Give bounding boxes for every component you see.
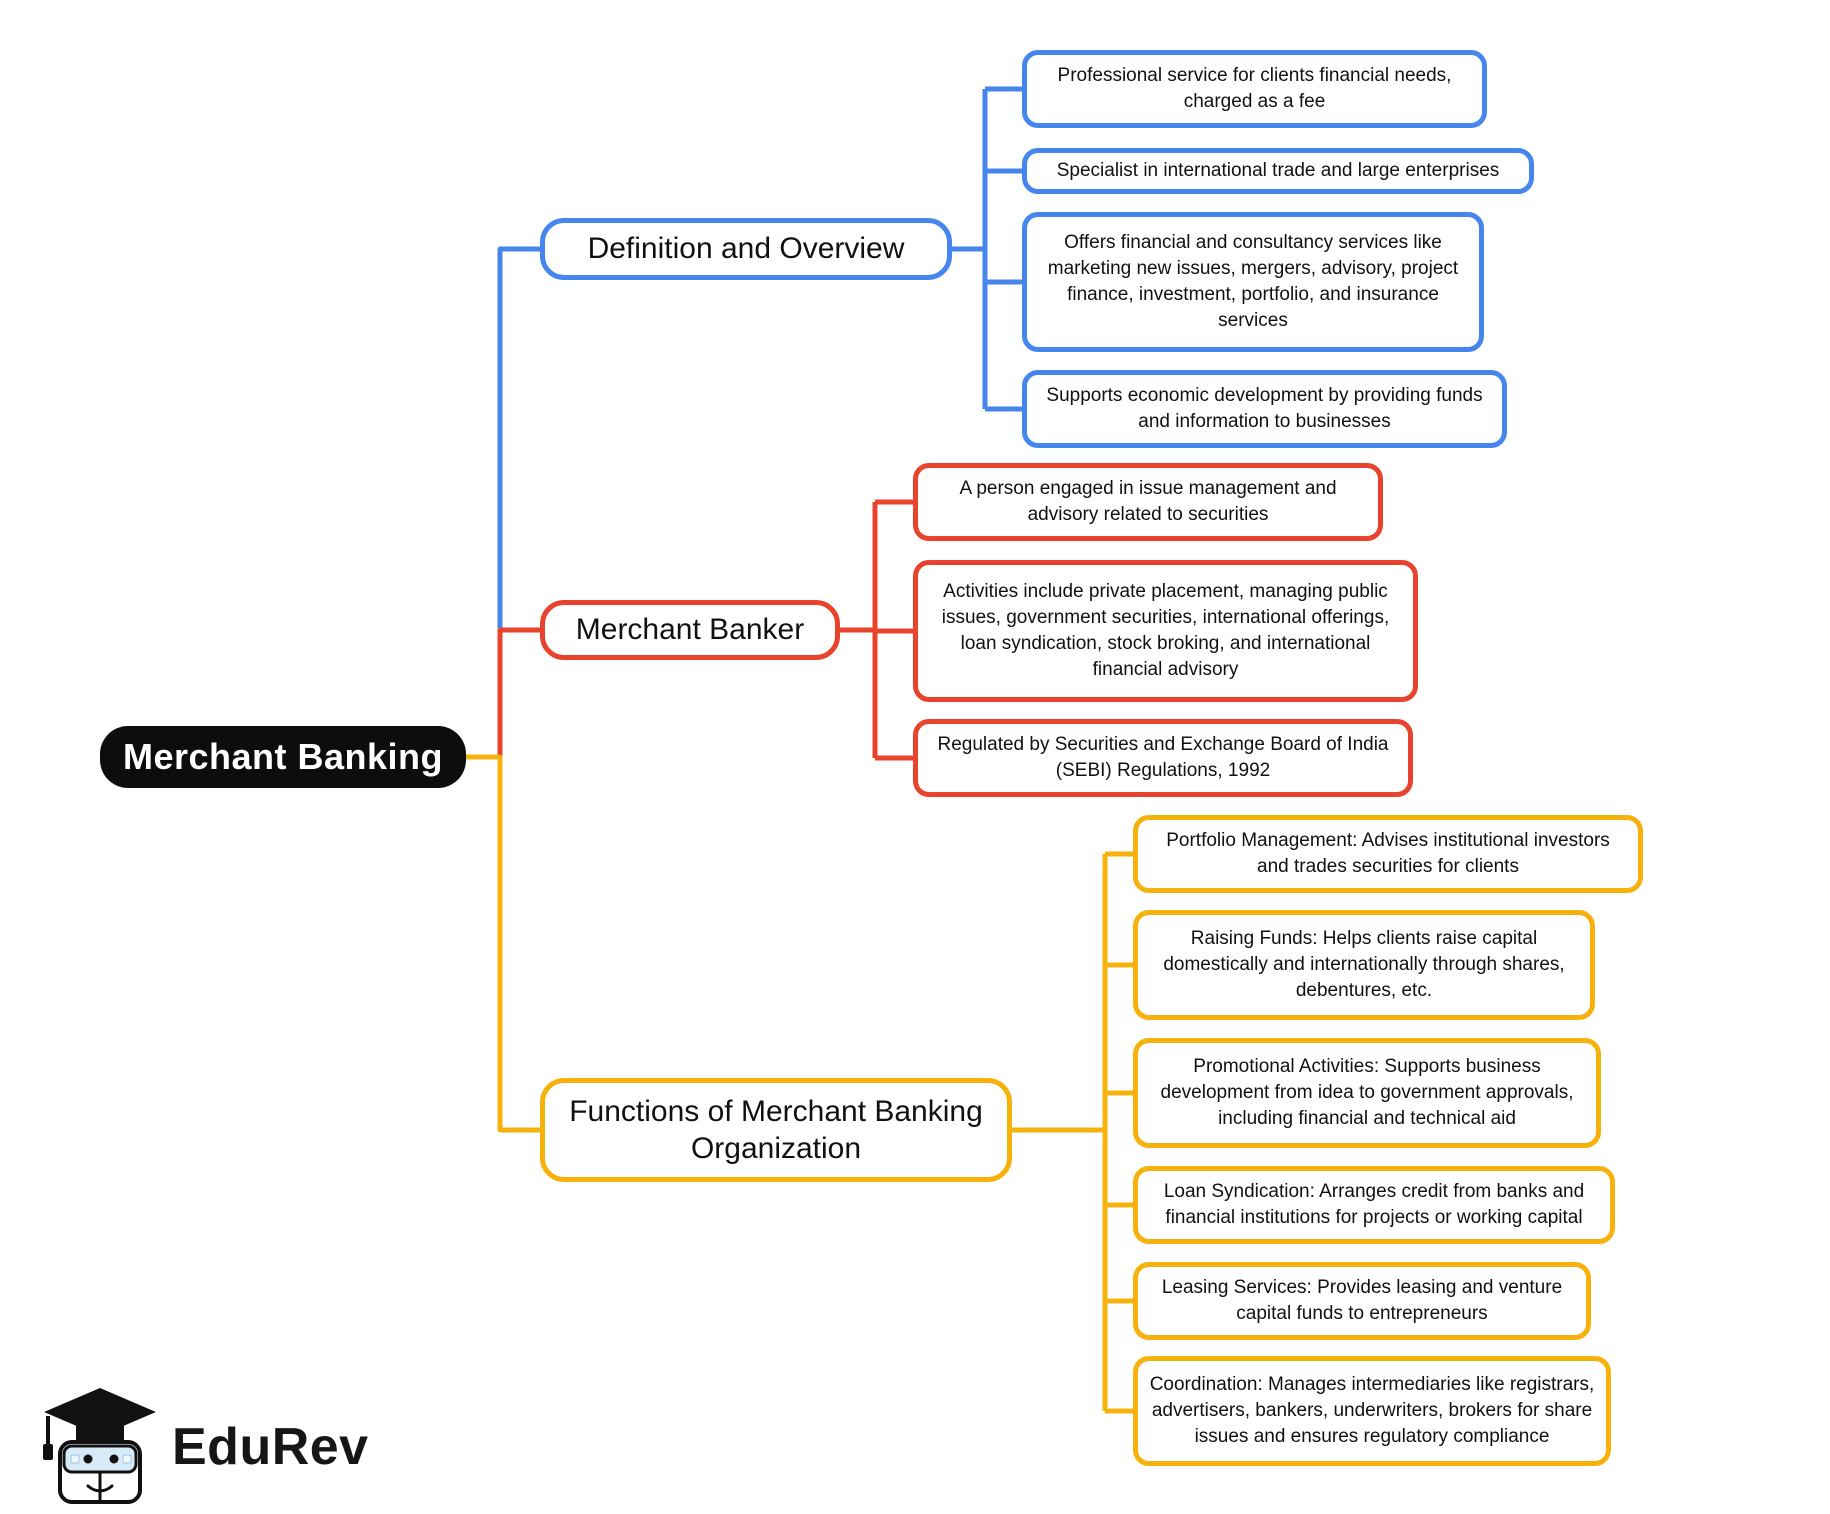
leaf-node: Offers financial and consultancy services like marketing new issues, mergers, advisory, project finance, investment, portfolio, and insurance services — [1022, 212, 1484, 352]
trunk-red-segment — [500, 630, 540, 759]
leaf-node: Activities include private placement, managing public issues, government securities, international offerings, loan syndication, stock broking, and international financial advisory — [913, 560, 1418, 702]
leaf-node: Regulated by Securities and Exchange Board of India (SEBI) Regulations, 1992 — [913, 719, 1413, 797]
blue-subtree-connectors — [952, 89, 1022, 409]
branch-node-functions-of-merchant-banking: Functions of Merchant Banking Organization — [540, 1078, 1012, 1182]
leaf-node: Professional service for clients financial needs, charged as a fee — [1022, 50, 1487, 128]
red-subtree-connectors — [840, 502, 913, 758]
leaf-node: Portfolio Management: Advises institutional investors and trades securities for clients — [1133, 815, 1643, 893]
yellow-subtree-connectors — [1012, 854, 1133, 1411]
leaf-node: Supports economic development by providing funds and information to businesses — [1022, 370, 1507, 448]
edurev-mascot-icon — [38, 1386, 158, 1508]
leaf-node: Coordination: Manages intermediaries like registrars, advertisers, bankers, underwriters, brokers for share issues and ensures regulatory compliance — [1133, 1356, 1611, 1466]
branch-node-definition-and-overview: Definition and Overview — [540, 218, 952, 280]
leaf-node: Promotional Activities: Supports business development from idea to government approvals, including financial and technical aid — [1133, 1038, 1601, 1148]
leaf-node: Specialist in international trade and large enterprises — [1022, 148, 1534, 194]
leaf-node: A person engaged in issue management and advisory related to securities — [913, 463, 1383, 541]
leaf-node: Loan Syndication: Arranges credit from banks and financial institutions for projects or working capital — [1133, 1166, 1615, 1244]
edurev-brand-text: EduRev — [172, 1418, 369, 1476]
trunk-blue-segment — [500, 249, 540, 628]
trunk-yellow-segment — [464, 755, 540, 1130]
branch-node-merchant-banker: Merchant Banker — [540, 600, 840, 660]
leaf-node: Raising Funds: Helps clients raise capital domestically and internationally through shares, debentures, etc. — [1133, 910, 1595, 1020]
edurev-logo — [38, 1382, 378, 1512]
root-node-merchant-banking: Merchant Banking — [100, 726, 466, 788]
leaf-node: Leasing Services: Provides leasing and venture capital funds to entrepreneurs — [1133, 1262, 1591, 1340]
